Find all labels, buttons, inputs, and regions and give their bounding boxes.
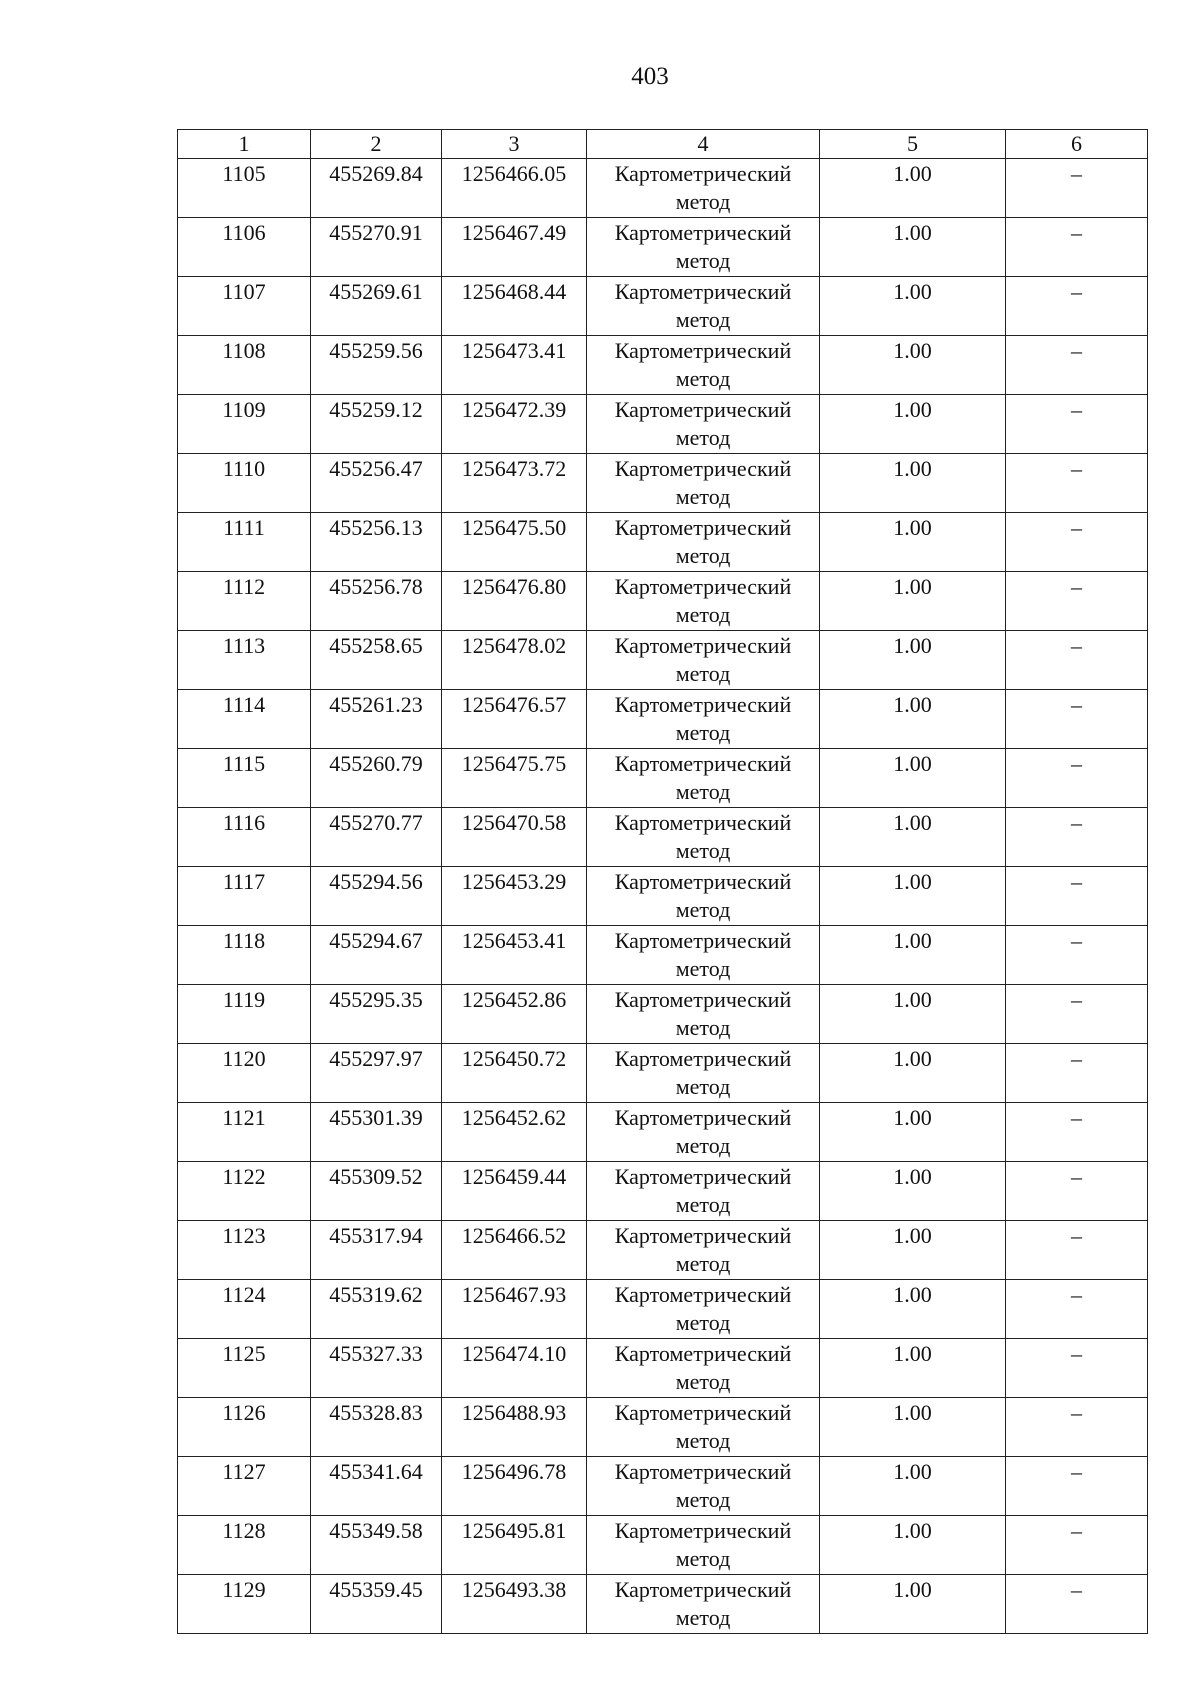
note-cell: – (1006, 513, 1148, 572)
note-cell: – (1006, 808, 1148, 867)
accuracy-cell: 1.00 (820, 1044, 1006, 1103)
method-text: Картометрический метод (614, 1518, 792, 1571)
method-text: Картометрический метод (614, 1459, 792, 1512)
x-coordinate-cell: 455327.33 (311, 1339, 442, 1398)
table-row (178, 1280, 1148, 1339)
method-cell (587, 1162, 820, 1221)
point-number-cell: 1122 (178, 1162, 311, 1221)
point-number-cell: 1124 (178, 1280, 311, 1339)
note-cell: – (1006, 1280, 1148, 1339)
note-cell: – (1006, 1575, 1148, 1634)
accuracy-cell: 1.00 (820, 336, 1006, 395)
note-cell: – (1006, 336, 1148, 395)
table-row (178, 1221, 1148, 1280)
note-cell: – (1006, 1103, 1148, 1162)
point-number-cell: 1111 (178, 513, 311, 572)
method-text: Картометрический метод (614, 633, 792, 686)
accuracy-cell: 1.00 (820, 513, 1006, 572)
x-coordinate-cell: 455341.64 (311, 1457, 442, 1516)
table-row (178, 690, 1148, 749)
x-coordinate-cell: 455359.45 (311, 1575, 442, 1634)
accuracy-cell: 1.00 (820, 1280, 1006, 1339)
accuracy-cell: 1.00 (820, 1516, 1006, 1575)
y-coordinate-cell: 1256472.39 (442, 395, 587, 454)
accuracy-cell: 1.00 (820, 749, 1006, 808)
point-number-cell: 1126 (178, 1398, 311, 1457)
accuracy-cell: 1.00 (820, 454, 1006, 513)
method-text: Картометрический метод (614, 161, 792, 214)
table-body (178, 159, 1148, 1634)
x-coordinate-cell: 455309.52 (311, 1162, 442, 1221)
x-coordinate-cell: 455319.62 (311, 1280, 442, 1339)
x-coordinate-cell: 455269.84 (311, 159, 442, 218)
table-header-row (178, 130, 1148, 159)
note-cell: – (1006, 1398, 1148, 1457)
y-coordinate-cell: 1256459.44 (442, 1162, 587, 1221)
method-text: Картометрический метод (614, 869, 792, 922)
table-row (178, 395, 1148, 454)
accuracy-cell: 1.00 (820, 1398, 1006, 1457)
method-cell (587, 1398, 820, 1457)
column-header: 2 (311, 130, 442, 159)
method-text: Картометрический метод (614, 1400, 792, 1453)
accuracy-cell: 1.00 (820, 218, 1006, 277)
accuracy-cell: 1.00 (820, 1457, 1006, 1516)
y-coordinate-cell: 1256473.41 (442, 336, 587, 395)
table-row (178, 1162, 1148, 1221)
y-coordinate-cell: 1256467.93 (442, 1280, 587, 1339)
table-row (178, 1044, 1148, 1103)
table-row (178, 218, 1148, 277)
column-header: 6 (1006, 130, 1148, 159)
accuracy-cell: 1.00 (820, 690, 1006, 749)
accuracy-cell: 1.00 (820, 1575, 1006, 1634)
method-cell (587, 985, 820, 1044)
accuracy-cell: 1.00 (820, 1162, 1006, 1221)
note-cell: – (1006, 159, 1148, 218)
table-row (178, 1398, 1148, 1457)
accuracy-cell: 1.00 (820, 277, 1006, 336)
method-cell (587, 395, 820, 454)
x-coordinate-cell: 455349.58 (311, 1516, 442, 1575)
x-coordinate-cell: 455259.56 (311, 336, 442, 395)
method-cell (587, 218, 820, 277)
method-text: Картометрический метод (614, 1046, 792, 1099)
note-cell: – (1006, 572, 1148, 631)
method-text: Картометрический метод (614, 1282, 792, 1335)
table-row (178, 1575, 1148, 1634)
y-coordinate-cell: 1256475.50 (442, 513, 587, 572)
method-cell (587, 1221, 820, 1280)
y-coordinate-cell: 1256466.05 (442, 159, 587, 218)
note-cell: – (1006, 1339, 1148, 1398)
table-row (178, 1457, 1148, 1516)
table-row (178, 336, 1148, 395)
table-row (178, 1339, 1148, 1398)
accuracy-cell: 1.00 (820, 159, 1006, 218)
table-row (178, 277, 1148, 336)
method-text: Картометрический метод (614, 751, 792, 804)
note-cell: – (1006, 926, 1148, 985)
point-number-cell: 1121 (178, 1103, 311, 1162)
method-cell (587, 1280, 820, 1339)
y-coordinate-cell: 1256467.49 (442, 218, 587, 277)
method-text: Картометрический метод (614, 515, 792, 568)
method-cell (587, 749, 820, 808)
method-text: Картометрический метод (614, 1577, 792, 1630)
point-number-cell: 1123 (178, 1221, 311, 1280)
y-coordinate-cell: 1256488.93 (442, 1398, 587, 1457)
y-coordinate-cell: 1256478.02 (442, 631, 587, 690)
method-cell (587, 159, 820, 218)
method-cell (587, 808, 820, 867)
column-header: 5 (820, 130, 1006, 159)
note-cell: – (1006, 277, 1148, 336)
note-cell: – (1006, 749, 1148, 808)
method-cell (587, 690, 820, 749)
table-row (178, 572, 1148, 631)
x-coordinate-cell: 455261.23 (311, 690, 442, 749)
method-cell (587, 1575, 820, 1634)
method-text: Картометрический метод (614, 338, 792, 391)
method-cell (587, 926, 820, 985)
method-text: Картометрический метод (614, 928, 792, 981)
table-row (178, 985, 1148, 1044)
accuracy-cell: 1.00 (820, 631, 1006, 690)
note-cell: – (1006, 218, 1148, 277)
note-cell: – (1006, 690, 1148, 749)
x-coordinate-cell: 455328.83 (311, 1398, 442, 1457)
y-coordinate-cell: 1256468.44 (442, 277, 587, 336)
method-text: Картометрический метод (614, 987, 792, 1040)
accuracy-cell: 1.00 (820, 1221, 1006, 1280)
method-cell (587, 513, 820, 572)
x-coordinate-cell: 455258.65 (311, 631, 442, 690)
x-coordinate-cell: 455256.13 (311, 513, 442, 572)
x-coordinate-cell: 455270.91 (311, 218, 442, 277)
point-number-cell: 1120 (178, 1044, 311, 1103)
table-row (178, 159, 1148, 218)
point-number-cell: 1114 (178, 690, 311, 749)
column-header: 1 (178, 130, 311, 159)
note-cell: – (1006, 1044, 1148, 1103)
accuracy-cell: 1.00 (820, 808, 1006, 867)
accuracy-cell: 1.00 (820, 867, 1006, 926)
table-row (178, 631, 1148, 690)
method-cell (587, 1457, 820, 1516)
point-number-cell: 1128 (178, 1516, 311, 1575)
y-coordinate-cell: 1256475.75 (442, 749, 587, 808)
point-number-cell: 1119 (178, 985, 311, 1044)
point-number-cell: 1105 (178, 159, 311, 218)
y-coordinate-cell: 1256496.78 (442, 1457, 587, 1516)
y-coordinate-cell: 1256476.80 (442, 572, 587, 631)
accuracy-cell: 1.00 (820, 572, 1006, 631)
accuracy-cell: 1.00 (820, 395, 1006, 454)
point-number-cell: 1125 (178, 1339, 311, 1398)
note-cell: – (1006, 867, 1148, 926)
method-cell (587, 454, 820, 513)
method-text: Картометрический метод (614, 397, 792, 450)
method-text: Картометрический метод (614, 456, 792, 509)
column-header: 3 (442, 130, 587, 159)
method-text: Картометрический метод (614, 810, 792, 863)
point-number-cell: 1118 (178, 926, 311, 985)
x-coordinate-cell: 455270.77 (311, 808, 442, 867)
accuracy-cell: 1.00 (820, 1339, 1006, 1398)
x-coordinate-cell: 455256.47 (311, 454, 442, 513)
note-cell: – (1006, 1162, 1148, 1221)
column-header: 4 (587, 130, 820, 159)
method-text: Картометрический метод (614, 574, 792, 627)
method-text: Картометрический метод (614, 1105, 792, 1158)
y-coordinate-cell: 1256470.58 (442, 808, 587, 867)
method-cell (587, 336, 820, 395)
point-number-cell: 1113 (178, 631, 311, 690)
y-coordinate-cell: 1256450.72 (442, 1044, 587, 1103)
table-row (178, 867, 1148, 926)
x-coordinate-cell: 455259.12 (311, 395, 442, 454)
point-number-cell: 1108 (178, 336, 311, 395)
point-number-cell: 1115 (178, 749, 311, 808)
table-row (178, 749, 1148, 808)
y-coordinate-cell: 1256493.38 (442, 1575, 587, 1634)
point-number-cell: 1106 (178, 218, 311, 277)
table-row (178, 454, 1148, 513)
table-row (178, 1103, 1148, 1162)
y-coordinate-cell: 1256453.41 (442, 926, 587, 985)
x-coordinate-cell: 455294.56 (311, 867, 442, 926)
accuracy-cell: 1.00 (820, 985, 1006, 1044)
y-coordinate-cell: 1256473.72 (442, 454, 587, 513)
point-number-cell: 1107 (178, 277, 311, 336)
x-coordinate-cell: 455301.39 (311, 1103, 442, 1162)
point-number-cell: 1110 (178, 454, 311, 513)
accuracy-cell: 1.00 (820, 1103, 1006, 1162)
note-cell: – (1006, 1516, 1148, 1575)
method-text: Картометрический метод (614, 1341, 792, 1394)
x-coordinate-cell: 455294.67 (311, 926, 442, 985)
x-coordinate-cell: 455260.79 (311, 749, 442, 808)
method-cell (587, 867, 820, 926)
method-cell (587, 1044, 820, 1103)
method-cell (587, 1516, 820, 1575)
method-text: Картометрический метод (614, 220, 792, 273)
method-cell (587, 1103, 820, 1162)
method-cell (587, 631, 820, 690)
x-coordinate-cell: 455269.61 (311, 277, 442, 336)
x-coordinate-cell: 455297.97 (311, 1044, 442, 1103)
point-number-cell: 1117 (178, 867, 311, 926)
y-coordinate-cell: 1256495.81 (442, 1516, 587, 1575)
accuracy-cell: 1.00 (820, 926, 1006, 985)
y-coordinate-cell: 1256474.10 (442, 1339, 587, 1398)
method-cell (587, 1339, 820, 1398)
note-cell: – (1006, 1457, 1148, 1516)
coordinates-table (177, 129, 1148, 1634)
table-row (178, 513, 1148, 572)
table-row (178, 926, 1148, 985)
table-row (178, 1516, 1148, 1575)
y-coordinate-cell: 1256453.29 (442, 867, 587, 926)
note-cell: – (1006, 631, 1148, 690)
x-coordinate-cell: 455317.94 (311, 1221, 442, 1280)
method-text: Картометрический метод (614, 279, 792, 332)
y-coordinate-cell: 1256452.86 (442, 985, 587, 1044)
point-number-cell: 1109 (178, 395, 311, 454)
x-coordinate-cell: 455256.78 (311, 572, 442, 631)
note-cell: – (1006, 454, 1148, 513)
point-number-cell: 1116 (178, 808, 311, 867)
y-coordinate-cell: 1256476.57 (442, 690, 587, 749)
x-coordinate-cell: 455295.35 (311, 985, 442, 1044)
method-text: Картометрический метод (614, 1223, 792, 1276)
method-cell (587, 277, 820, 336)
note-cell: – (1006, 1221, 1148, 1280)
note-cell: – (1006, 985, 1148, 1044)
method-text: Картометрический метод (614, 692, 792, 745)
table-row (178, 808, 1148, 867)
point-number-cell: 1127 (178, 1457, 311, 1516)
method-text: Картометрический метод (614, 1164, 792, 1217)
method-cell (587, 572, 820, 631)
point-number-cell: 1112 (178, 572, 311, 631)
y-coordinate-cell: 1256452.62 (442, 1103, 587, 1162)
point-number-cell: 1129 (178, 1575, 311, 1634)
page-number: 403 (631, 63, 669, 90)
y-coordinate-cell: 1256466.52 (442, 1221, 587, 1280)
note-cell: – (1006, 395, 1148, 454)
